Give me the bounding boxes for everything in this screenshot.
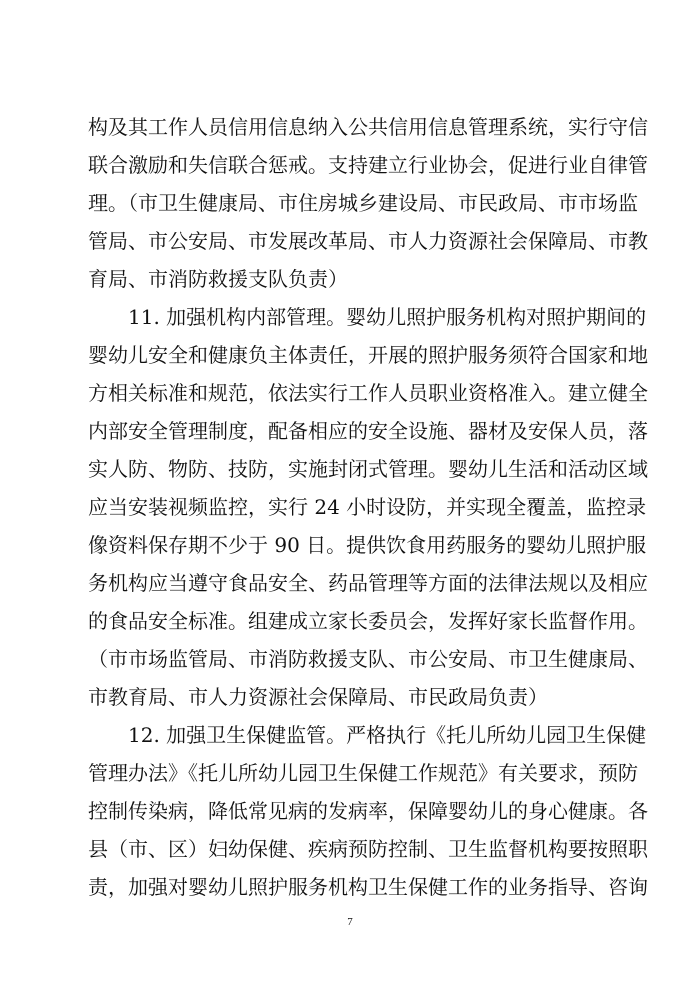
- page-number: 7: [347, 916, 353, 928]
- text-line: 的食品安全标准。组建成立家长委员会，发挥好家长监督作用。: [88, 609, 648, 633]
- document-body: [88, 108, 648, 906]
- text-line: 市教育局、市人力资源社会保障局、市民政局负责）: [88, 685, 548, 709]
- text-line: 婴幼儿安全和健康负主体责任，开展的照护服务须符合国家和地: [88, 343, 648, 367]
- text-line: 务机构应当遵守食品安全、药品管理等方面的法律法规以及相应: [88, 571, 648, 595]
- text-line: 应当安装视频监控，实行 24 小时设防，并实现全覆盖，监控录: [88, 495, 647, 519]
- text-line: 育局、市消防救援支队负责）: [88, 267, 348, 291]
- text-line: 像资料保存期不少于 90 日。提供饮食用药服务的婴幼儿照护服: [88, 533, 647, 557]
- text-line: 构及其工作人员信用信息纳入公共信用信息管理系统，实行守信: [88, 115, 648, 139]
- section-12-heading-line: 12. 加强卫生保健监管。严格执行《托儿所幼儿园卫生保健: [128, 723, 647, 747]
- text-line: 县（市、区）妇幼保健、疾病预防控制、卫生监督机构要按照职: [88, 837, 648, 861]
- text-line: 方相关标准和规范，依法实行工作人员职业资格准入。建立健全: [88, 381, 648, 405]
- text-line: 联合激励和失信联合惩戒。支持建立行业协会，促进行业自律管: [88, 153, 648, 177]
- section-11-heading-line: 11. 加强机构内部管理。婴幼儿照护服务机构对照护期间的: [128, 305, 647, 329]
- text-line: 控制传染病，降低常见病的发病率，保障婴幼儿的身心健康。各: [88, 799, 648, 823]
- text-line: 理。（市卫生健康局、市住房城乡建设局、市民政局、市市场监: [88, 191, 638, 215]
- text-line: 内部安全管理制度，配备相应的安全设施、器材及安保人员，落: [88, 419, 648, 443]
- text-line: 实人防、物防、技防，实施封闭式管理。婴幼儿生活和活动区域: [88, 457, 648, 481]
- text-line: 管理办法》《托儿所幼儿园卫生保健工作规范》有关要求，预防: [88, 761, 638, 785]
- text-line: 管局、市公安局、市发展改革局、市人力资源社会保障局、市教: [88, 229, 648, 253]
- text-line: （市市场监管局、市消防救援支队、市公安局、市卫生健康局、: [88, 647, 648, 671]
- text-line: 责，加强对婴幼儿照护服务机构卫生保健工作的业务指导、咨询: [88, 875, 648, 899]
